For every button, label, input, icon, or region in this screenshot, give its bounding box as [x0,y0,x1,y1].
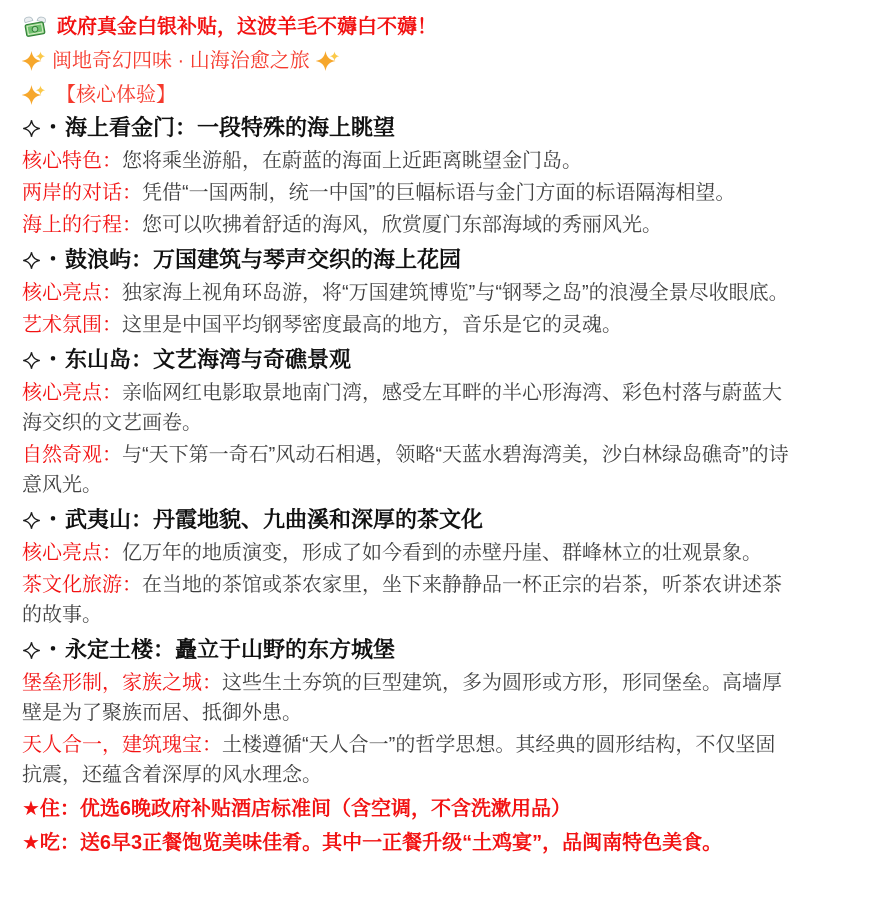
paragraph-text: 与“天下第一奇石”风动石相遇，领略“天蓝水碧海湾美，沙白林绿岛礁奇”的诗意风光。 [22,444,789,496]
paragraph-label: 茶文化旅游： [22,574,142,596]
section-heading-text: 东山岛：文艺海湾与奇礁景观 [65,347,352,372]
footer-meals-line: ★吃：送6早3正餐饱览美味佳肴。其中一正餐升级“土鸡宴”，品闽南特色美食。 [22,832,723,854]
section-heading [22,345,792,375]
promo-text: 政府真金白银补贴，这波羊毛不薅白不薅！ [57,16,437,38]
section-paragraph [22,146,792,176]
paragraph-label: 自然奇观： [22,444,122,466]
paragraph-label: 堡垒形制，家族之城： [22,672,222,694]
four-point-star-icon [22,119,41,138]
money-with-wings-icon [22,14,48,40]
section-paragraph [22,440,792,500]
heading-bullet: ・ [43,509,63,531]
paragraph-text: 亿万年的地质演变，形成了如今看到的赤壁丹崖、群峰林立的壮观景象。 [122,542,762,564]
paragraph-text: 您可以吹拂着舒适的海风，欣赏厦门东部海域的秀丽风光。 [142,214,662,236]
section-heading [22,245,792,275]
four-point-star-icon [22,511,41,530]
section-heading [22,505,792,535]
subtitle-line [22,48,792,74]
paragraph-label: 海上的行程： [22,214,142,236]
paragraph-text: 在当地的茶馆或茶农家里，坐下来静静品一杯正宗的岩茶，听茶农讲述茶的故事。 [22,574,782,626]
section-paragraph [22,210,792,240]
paragraph-label: 核心亮点： [22,542,122,564]
section-paragraph [22,378,792,438]
section-heading [22,635,792,665]
heading-bullet: ・ [43,117,63,139]
section-paragraph [22,278,792,308]
paragraph-text: 这里是中国平均钢琴密度最高的地方，音乐是它的灵魂。 [122,314,622,336]
paragraph-label: 核心特色： [22,150,122,172]
paragraph-text: 您将乘坐游船，在蔚蓝的海面上近距离眺望金门岛。 [122,150,582,172]
section-paragraph [22,178,792,208]
section-paragraph [22,668,792,728]
section-heading-text: 永定土楼：矗立于山野的东方城堡 [65,637,396,662]
section-paragraph [22,730,792,790]
promo-line [22,14,792,40]
paragraph-label: 两岸的对话： [22,182,142,204]
four-point-star-icon [22,351,41,370]
section-heading [22,113,792,143]
paragraph-text: 土楼遵循“天人合一”的哲学思想。其经典的圆形结构，不仅坚固抗震，还蕴含着深厚的风水理念。 [22,734,776,786]
sparkles-icon [22,83,46,107]
four-point-star-icon [22,641,41,660]
paragraph-text: 凭借“一国两制，统一中国”的巨幅标语与金门方面的标语隔海相望。 [142,182,736,204]
four-point-star-icon [22,251,41,270]
heading-bullet: ・ [43,249,63,271]
sections [22,113,792,790]
paragraph-label: 核心亮点： [22,282,122,304]
heading-bullet: ・ [43,639,63,661]
core-experience-text: 【核心体验】 [56,84,176,106]
section-heading-text: 鼓浪屿：万国建筑与琴声交织的海上花园 [65,247,462,272]
paragraph-label: 核心亮点： [22,382,122,404]
paragraph-label: 天人合一，建筑瑰宝： [22,734,222,756]
sparkles-icon [316,49,340,73]
paragraph-text: 独家海上视角环岛游，将“万国建筑博览”与“钢琴之岛”的浪漫全景尽收眼底。 [122,282,789,304]
section-paragraph [22,570,792,630]
section-heading-text: 武夷山：丹霞地貌、九曲溪和深厚的茶文化 [65,507,484,532]
paragraph-label: 艺术氛围： [22,314,122,336]
footer-lodging-line: ★住：优选6晚政府补贴酒店标准间（含空调，不含洗漱用品） [22,798,572,820]
section-heading-text: 海上看金门：一段特殊的海上眺望 [65,115,396,140]
heading-bullet: ・ [43,349,63,371]
section-paragraph [22,538,792,568]
paragraph-text: 这些生土夯筑的巨型建筑，多为圆形或方形，形同堡垒。高墙厚壁是为了聚族而居、抵御外患。 [22,672,782,724]
sparkles-icon [22,49,46,73]
subtitle-text: 闽地奇幻四味 · 山海治愈之旅 [52,50,310,72]
section-paragraph [22,310,792,340]
paragraph-text: 亲临网红电影取景地南门湾，感受左耳畔的半心形海湾、彩色村落与蔚蓝大海交织的文艺画卷。 [22,382,782,434]
core-experience-header [22,82,792,108]
